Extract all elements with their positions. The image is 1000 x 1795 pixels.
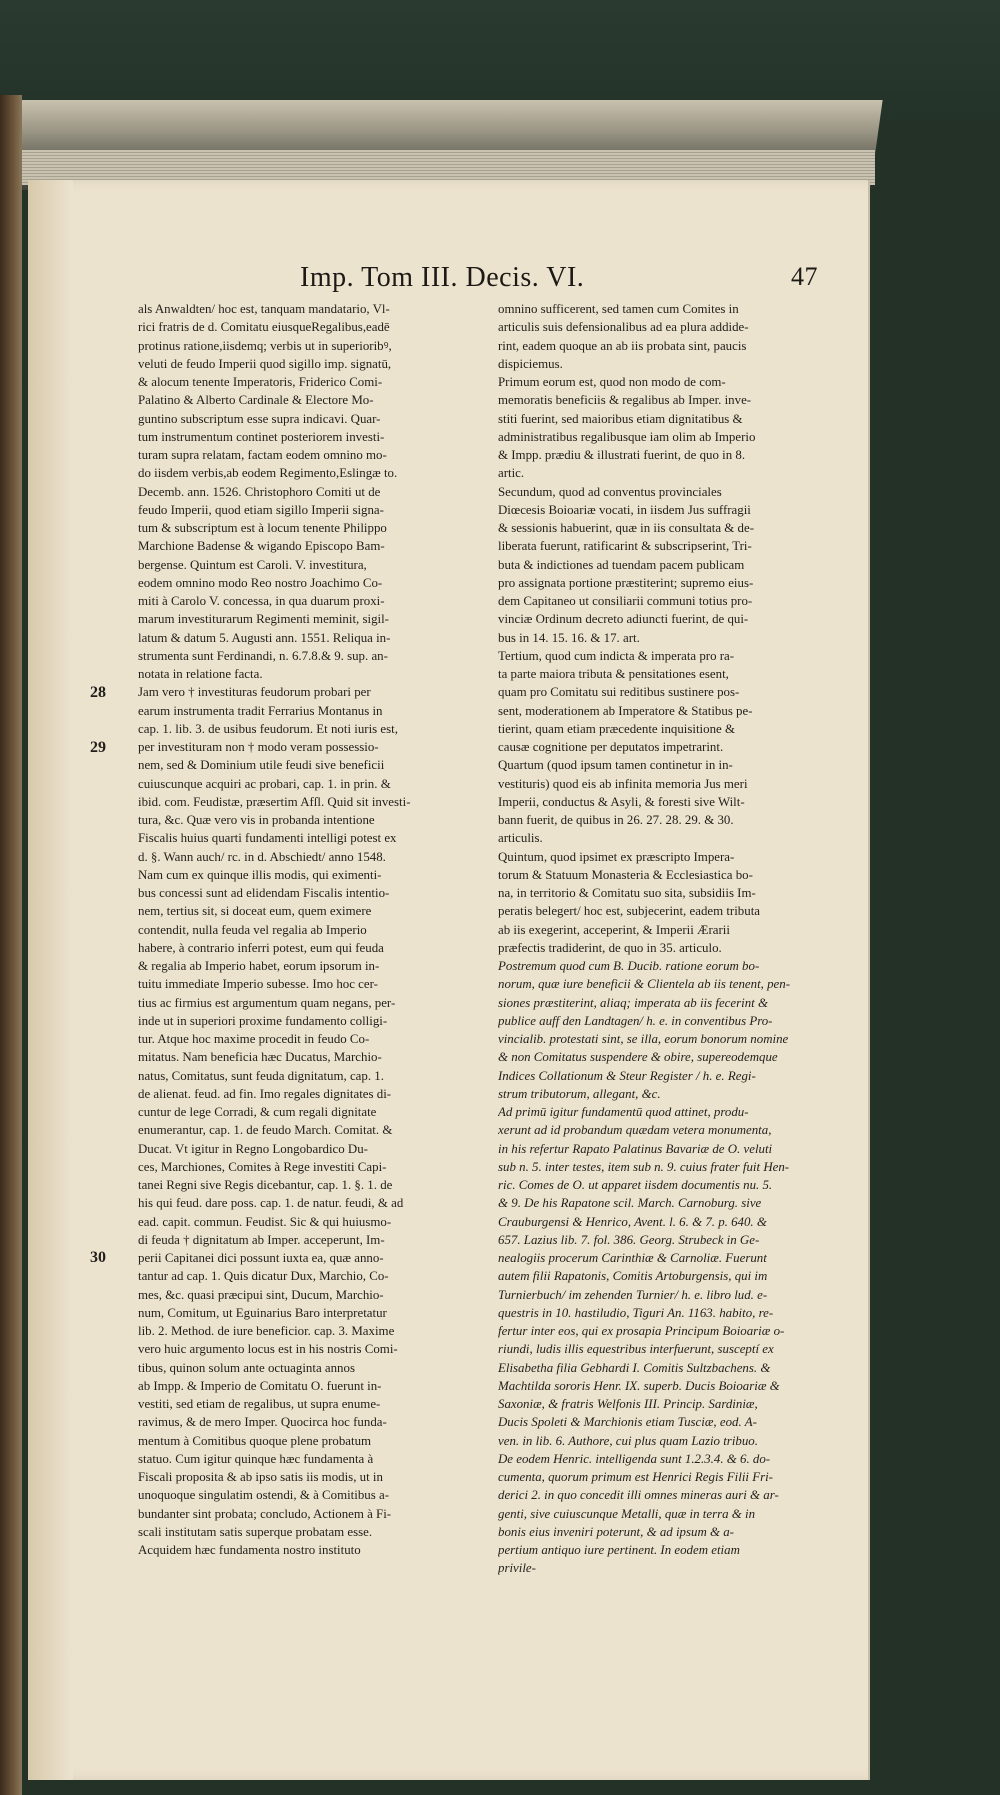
right-column-line: liberata fuerunt, ratificarint & subscripserint, Tri-	[498, 539, 752, 554]
left-column-line: ibid. com. Feudistæ, præsertim Afſl. Quid sit investi-	[138, 794, 411, 809]
left-column-line: num, Comitum, ut Eguinarius Baro interpretatur	[138, 1305, 387, 1320]
margin-number-28: 28	[90, 684, 106, 701]
right-column-line: De eodem Henric. intelligenda sunt 1.2.3.4. & 6. do-	[498, 1451, 771, 1466]
left-column-line: mentum à Comitibus quoque plene probatum	[138, 1433, 372, 1448]
right-column-line: Quintum, quod ipsimet ex præscripto Impera-	[498, 849, 735, 864]
left-column-line: rici fratris de d. Comitatu eiusqueRegalibus,eadē	[138, 320, 390, 335]
right-column-line: Tertium, quod cum indicta & imperata pro ra-	[498, 648, 735, 663]
right-column-line: tierint, quam etiam præcedente inquisitione &	[498, 721, 735, 736]
right-column-line: vinciæ Ordinum decreto adiuncti fuerint, de qui-	[498, 612, 749, 627]
left-column-line: Fiscalis huius quarti fundamenti intelligi potest ex	[138, 831, 397, 846]
page-gutter	[28, 180, 73, 1780]
right-column-line: artic.	[498, 466, 525, 481]
left-column-line: miti à Carolo V. concessa, in qua duarum proxi-	[138, 594, 385, 608]
book-page	[28, 180, 868, 1780]
right-column-line: buta & indictiones ad tuendam pacem publicam	[498, 557, 745, 572]
left-column-line: tanei Regni sive Regis dicebantur, cap. 1. §. 1. de	[138, 1178, 393, 1192]
right-column-line: præfectis tradiderint, de quo in 35. articulo.	[498, 940, 722, 955]
right-column-line: Quartum (quod ipsum tamen continetur in in-	[498, 758, 733, 773]
right-column-line: articulis suis defensionalibus ad ea plura addide-	[498, 320, 749, 335]
left-column-line: statuo. Cum igitur quinque hæc fundamenta à	[138, 1451, 374, 1466]
left-column-line: tur. Atque hoc maxime procedit in feudo Co-	[138, 1032, 370, 1046]
right-column-line: bonis eius inveniri poterunt, & ad ipsum & a-	[498, 1524, 734, 1539]
right-column	[498, 300, 828, 1730]
left-column-line: & regalia ab Imperio habet, eorum ipsorum in-	[138, 959, 380, 973]
right-column-line: xerunt ad id probandum quædam vetera monumenta,	[498, 1123, 772, 1138]
left-column-line: contendit, nulla feuda vel regalia ab Imperio	[138, 922, 367, 937]
left-column-line: vero huic argumento locus est in his nostris Comi-	[138, 1342, 398, 1357]
left-column-line: ces, Marchiones, Comites à Rege investiti Capi-	[138, 1159, 387, 1174]
left-column-line: habere, à contrario inferri potest, eum qui feuda	[138, 940, 384, 955]
right-column-line: Ducis Spoleti & Marchionis etiam Tusciæ, eod. A-	[498, 1415, 757, 1430]
left-column-line: Marchione Badense & wigando Episcopo Bam-	[138, 539, 385, 554]
right-column-line: ta parte maiora tributa & pensitationes esent,	[498, 667, 729, 681]
left-column-line: mitatus. Nam beneficia hæc Ducatus, Marchio-	[138, 1050, 382, 1065]
running-title: Imp. Tom III. Decis. VI.	[300, 262, 585, 293]
right-column-line: cumenta, quorum primum est Henrici Regis Filii Fri-	[498, 1470, 773, 1484]
right-column-line: Turnierbuch/ im zehenden Turnier/ h. e. libro lud. e-	[498, 1287, 768, 1302]
right-column-line: questris in 10. hastiludio, Tiguri An. 1163. habito, re-	[498, 1305, 774, 1320]
left-column-line: tuitu immediate Imperio subesse. Imo hoc cer-	[138, 977, 378, 992]
left-column-line: feudo Imperii, quod etiam sigillo Imperii signa-	[138, 502, 384, 517]
left-column-line: tum instrumentum continet posteriorem investi-	[138, 429, 385, 444]
right-column-line: in his refertur Rapato Palatinus Bavariæ de O. veluti	[498, 1141, 773, 1156]
running-head	[218, 262, 818, 296]
left-column	[138, 300, 468, 1730]
right-column-line: dispiciemus.	[498, 356, 563, 371]
right-column-line: bus in 14. 15. 16. & 17. art.	[498, 630, 640, 645]
right-column-line: derici 2. in quo concedit illi omnes mineras auri & ar-	[498, 1488, 779, 1503]
left-column-line: do iisdem verbis,ab eodem Regimento,Eslingæ to.	[138, 466, 398, 481]
left-column-line: unoquoque singulatim ostendi, & à Comitibus a-	[138, 1488, 389, 1503]
left-column-line: tantur ad cap. 1. Quis dicatur Dux, Marchio, Co-	[138, 1269, 389, 1284]
left-column-line: Acquidem hæc fundamenta nostro instituto	[138, 1543, 361, 1557]
left-column-line: bus concessi sunt ad elidendam Fiscalis intentio-	[138, 886, 390, 900]
right-column-line: torum & Statuum Monasteria & Ecclesiastica bo-	[498, 867, 753, 882]
left-column-line: vestiti, sed etiam de regalibus, ut supra enume-	[138, 1397, 381, 1411]
right-column-line: bann fuerit, de quibus in 26. 27. 28. 29. & 30.	[498, 813, 734, 827]
left-column-line: strumenta sunt Ferdinandi, n. 6.7.8.& 9. sup. an-	[138, 648, 388, 663]
right-column-line: riundi, ludis illis equestribus interfuerunt, susceptí ex	[498, 1342, 774, 1357]
left-column-line: d. §. Wann auch/ rc. in d. Abschiedt/ anno 1548.	[138, 849, 386, 864]
left-column-line: inde ut in superiori proxime fundamento colligi-	[138, 1013, 388, 1028]
left-column-line: Jam vero † investituras feudorum probari per	[138, 685, 371, 700]
left-column-line: natus, Comitatus, sunt feuda dignitatum, cap. 1.	[138, 1068, 384, 1083]
right-column-line: sent, moderationem ab Imperatore & Statibus pe-	[498, 703, 753, 718]
right-column-line: nealogiis procerum Carinthiæ & Carnoliæ. Fuerunt	[498, 1251, 767, 1265]
right-column-line: dem Capitaneo ut consiliarii communi totius pro-	[498, 594, 753, 608]
right-column-line: Diœcesis Boioariæ vocati, in iisdem Jus suffragii	[498, 502, 751, 517]
right-column-line: Saxoniæ, & fratris Welfonis III. Princip. Sardiniæ,	[498, 1397, 758, 1411]
left-column-line: turam supra relatam, factam eodem omnino mo-	[138, 448, 387, 462]
right-column-line: ab iis exegerint, acceperint, & Imperii Ærarii	[498, 922, 730, 937]
left-column-line: lib. 2. Method. de iure beneficior. cap. 3. Maxime	[138, 1324, 395, 1338]
page-number: 47	[791, 262, 818, 291]
left-column-line: tibus, quinon solum ante octuaginta annos	[138, 1360, 355, 1375]
right-column-line: sub n. 5. inter testes, item sub n. 9. cuius frater fuit Hen-	[498, 1159, 790, 1174]
right-column-line: memoratis beneficiis & regalibus ab Imper. inve-	[498, 393, 752, 408]
right-column-line: articulis.	[498, 831, 543, 846]
right-column-line: peratis belegert/ hoc est, subjecerint, eadem tributa	[498, 904, 761, 919]
left-column-line: cuntur de lege Corradi, & cum regali dignitate	[138, 1105, 377, 1119]
left-column-line: marum investiturarum Regimenti meminit, sigil-	[138, 612, 389, 627]
right-column-line: 657. Lazius lib. 7. fol. 386. Georg. Strubeck in Ge-	[498, 1232, 760, 1247]
left-column-line: scali institutam satis superque probatam esse.	[138, 1524, 373, 1539]
right-column-line: quam pro Comitatu sui reditibus sustinere pos-	[498, 685, 740, 700]
left-column-line: guntino subscriptum esse supra indicavi. Quar-	[138, 411, 381, 426]
left-column-line: mes, &c. quasi præcipui sint, Ducum, Marchio-	[138, 1287, 384, 1302]
left-column-line: ravimus, & de mero Imper. Quocirca hoc funda-	[138, 1415, 387, 1430]
left-column-line: als Anwaldten/ hoc est, tanquam mandatario, Vl-	[138, 302, 390, 316]
left-column-line: notata in relatione facta.	[138, 667, 263, 681]
left-column-line: per investituram non † modo veram possessio-	[138, 740, 379, 754]
right-column-line: causæ cognitione per deputatos impetrarint.	[498, 740, 724, 754]
right-column-line: Postremum quod cum B. Ducib. ratione eorum bo-	[498, 959, 760, 973]
right-column-line: omnino sufficerent, sed tamen cum Comites in	[498, 302, 739, 316]
left-column-line: di feuda † dignitatum ab Imper. acceperunt, Im-	[138, 1232, 385, 1247]
left-column-line: ead. capit. commun. Feudist. Sic & qui huiusmo-	[138, 1214, 392, 1229]
right-column-line: rint, eadem quoque an ab iis probata sint, paucis	[498, 338, 747, 353]
right-column-line: vincialib. protestati sint, se illa, eorum bonorum nomine	[498, 1032, 789, 1046]
left-column-line: & alocum tenente Imperatoris, Friderico Comi-	[138, 375, 383, 389]
right-column-line: & 9. De his Rapatone scil. March. Carnoburg. sive	[498, 1196, 762, 1211]
right-column-line: Secundum, quod ad conventus provinciales	[498, 484, 722, 499]
left-column-line: perii Capitanei dici possunt iuxta ea, quæ anno-	[138, 1251, 384, 1265]
right-column-line: ven. in lib. 6. Authore, cui plus quam Lazio tribuo.	[498, 1433, 758, 1448]
left-column-line: de alienat. feud. ad fin. Imo regales dignitates di-	[138, 1086, 392, 1101]
right-column-line: Primum eorum est, quod non modo de com-	[498, 375, 726, 389]
left-column-line: tum & subscriptum est à locum tenente Philippo	[138, 521, 387, 535]
left-column-line: earum instrumenta tradit Ferrarius Montanus in	[138, 703, 383, 718]
right-column-line: ric. Comes de O. ut apparet iisdem documentis nu. 5.	[498, 1178, 773, 1192]
right-column-line: privile-	[498, 1561, 536, 1576]
left-column-line: Ducat. Vt igitur in Regno Longobardico Du-	[138, 1141, 368, 1156]
left-column-line: Fiscali proposita & ab ipso satis iis modis, ut in	[138, 1470, 383, 1484]
left-column-line: veluti de feudo Imperii quod sigillo imp. signatū,	[138, 356, 392, 371]
left-column-line: tura, &c. Quæ vero vis in probanda intentione	[138, 813, 375, 827]
right-column-line: Imperii, conductus & Asyli, & foresti sive Wilt-	[498, 794, 745, 809]
left-column-line: cuiuscunque acquiri ac probari, cap. 1. in prin. &	[138, 776, 391, 791]
right-column-line: genti, sive cuiuscunque Metalli, quæ in terra & in	[498, 1506, 756, 1521]
left-column-line: latum & datum 5. Augusti ann. 1551. Reliqua in-	[138, 630, 391, 645]
right-column-line: autem filii Rapatonis, Comitis Artoburgensis, qui im	[498, 1269, 768, 1284]
right-column-line: Machtilda sororis Henr. IX. superb. Ducis Boioariæ &	[498, 1378, 780, 1393]
right-column-line: siones præstiterint, aliaq; imperata ab iis fecerint &	[498, 995, 768, 1010]
right-column-line: pertium antiquo iure pertinent. In eodem etiam	[498, 1543, 740, 1557]
right-column-line: vestituris) quod eis ab infinita memoria Jus meri	[498, 776, 748, 791]
left-column-line: cap. 1. lib. 3. de usibus feudorum. Et noti iuris est,	[138, 721, 398, 736]
margin-number-30: 30	[90, 1249, 106, 1266]
right-column-line: na, in territorio & Comitatu suo sita, subsidiis Im-	[498, 886, 756, 900]
left-column-line: his qui feud. dare poss. cap. 1. de natur. feudi, & ad	[138, 1196, 404, 1211]
right-column-line: Ad primū igitur fundamentū quod attinet, produ-	[498, 1105, 749, 1119]
right-column-line: pro assignata portione præstiterint; supremo eius-	[498, 575, 754, 590]
left-column-line: nem, tertius sit, si doceat eum, quem eximere	[138, 904, 372, 919]
right-column-line: administratibus regalibusque iam olim ab Imperio	[498, 429, 756, 444]
left-column-line: Decemb. ann. 1526. Christophoro Comiti ut de	[138, 484, 381, 499]
left-column-line: tius ac firmius est argumentum quam negans, per-	[138, 995, 396, 1010]
right-column-line: norum, quæ iure beneficii & Clientela ab iis tenent, pen-	[498, 977, 791, 992]
left-column-line: enumerantur, cap. 1. de feudo March. Comitat. &	[138, 1123, 393, 1138]
right-column-line: & non Comitatus suspendere & obire, supereodemque	[498, 1050, 778, 1065]
left-column-line: nem, sed & Dominium utile feudi sive beneficii	[138, 758, 385, 773]
left-column-line: bergense. Quintum est Caroli. V. investitura,	[138, 557, 367, 572]
right-column-line: & Impp. prædiu & illustrati fuerint, de quo in 8.	[498, 448, 746, 462]
left-column-line: ab Impp. & Imperio de Comitatu O. fuerunt in-	[138, 1378, 382, 1393]
left-column-line: Nam cum ex quinque illis modis, qui eximenti-	[138, 867, 382, 882]
right-column-line: & sessionis habuerint, quæ in iis consultata & de-	[498, 521, 754, 535]
right-column-line: Indices Collationum & Steur Register / h. e. Regi-	[498, 1068, 756, 1083]
left-column-line: eodem omnino modo Reo nostro Joachimo Co-	[138, 575, 383, 590]
right-column-line: Crauburgensi & Henrico, Avent. l. 6. & 7. p. 640. &	[498, 1214, 767, 1229]
left-column-line: Palatino & Alberto Cardinale & Electore Mo-	[138, 393, 374, 408]
book-spine-edge	[0, 95, 22, 1795]
right-column-line: fertur inter eos, qui ex prosapia Principum Boioariæ o-	[498, 1324, 785, 1338]
left-column-line: bundanter sint probata; concludo, Actionem à Fi-	[138, 1506, 392, 1521]
left-column-line: protinus ratione,iisdemq; verbis ut in superioribꝰ,	[138, 338, 392, 353]
right-column-line: strum tributorum, allegant, &c.	[498, 1086, 661, 1101]
margin-number-29: 29	[90, 739, 106, 756]
right-column-line: stiti fuerint, sed maioribus etiam dignitatibus &	[498, 411, 743, 426]
right-column-line: Elisabetha filia Gebhardi I. Comitis Sultzbachens. &	[498, 1360, 771, 1375]
right-column-line: publice auff den Landtagen/ h. e. in conventibus Pro-	[498, 1013, 773, 1028]
